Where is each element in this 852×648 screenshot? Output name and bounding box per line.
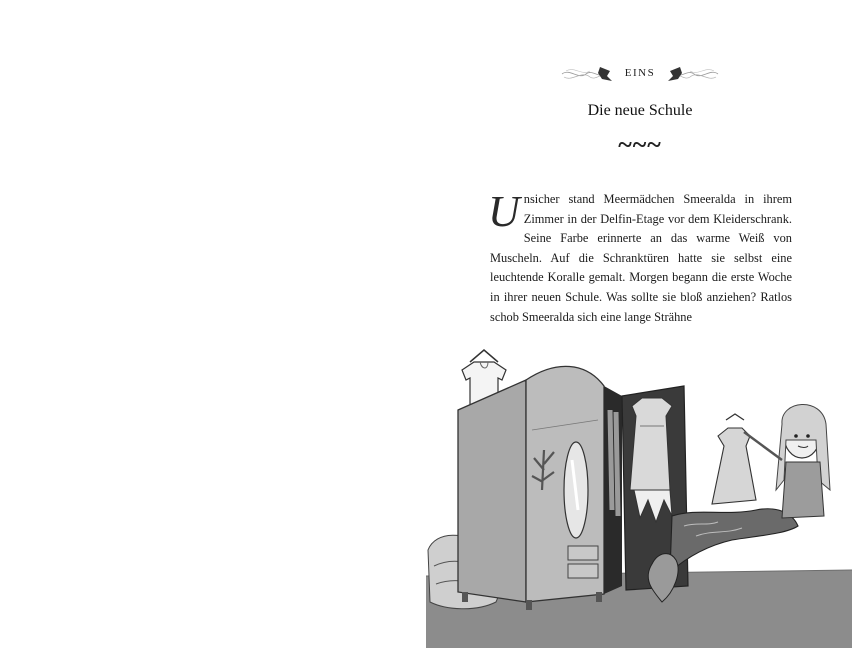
- wave-divider: ~~~: [618, 130, 662, 159]
- body-paragraph: [488, 187, 792, 327]
- chapter-heading: [560, 62, 720, 86]
- chapter-title: Die neue Schule: [587, 102, 693, 119]
- mermaid-wardrobe-illustration: [426, 340, 852, 648]
- paragraph-text: nsicher stand Meermädchen Smeeralda in ihrem Zimmer in der Delfin-Etage vor dem Kleiderschrank. Seine Farbe erinnerte an das warme Weiß von Muscheln. Auf die Schranktüren hatte sie selbst eine leuchtende Koralle gemalt. Morgen begann die erste Woche in ihrer neuen Schule. Was sollte sie bloß anziehen? Ratlos schob Smeeralda sich eine lange Strähne: [490, 192, 792, 324]
- drop-cap: U: [488, 187, 520, 236]
- chapter-number: EINS: [624, 67, 656, 79]
- shell-ornament-right-icon: [664, 62, 720, 86]
